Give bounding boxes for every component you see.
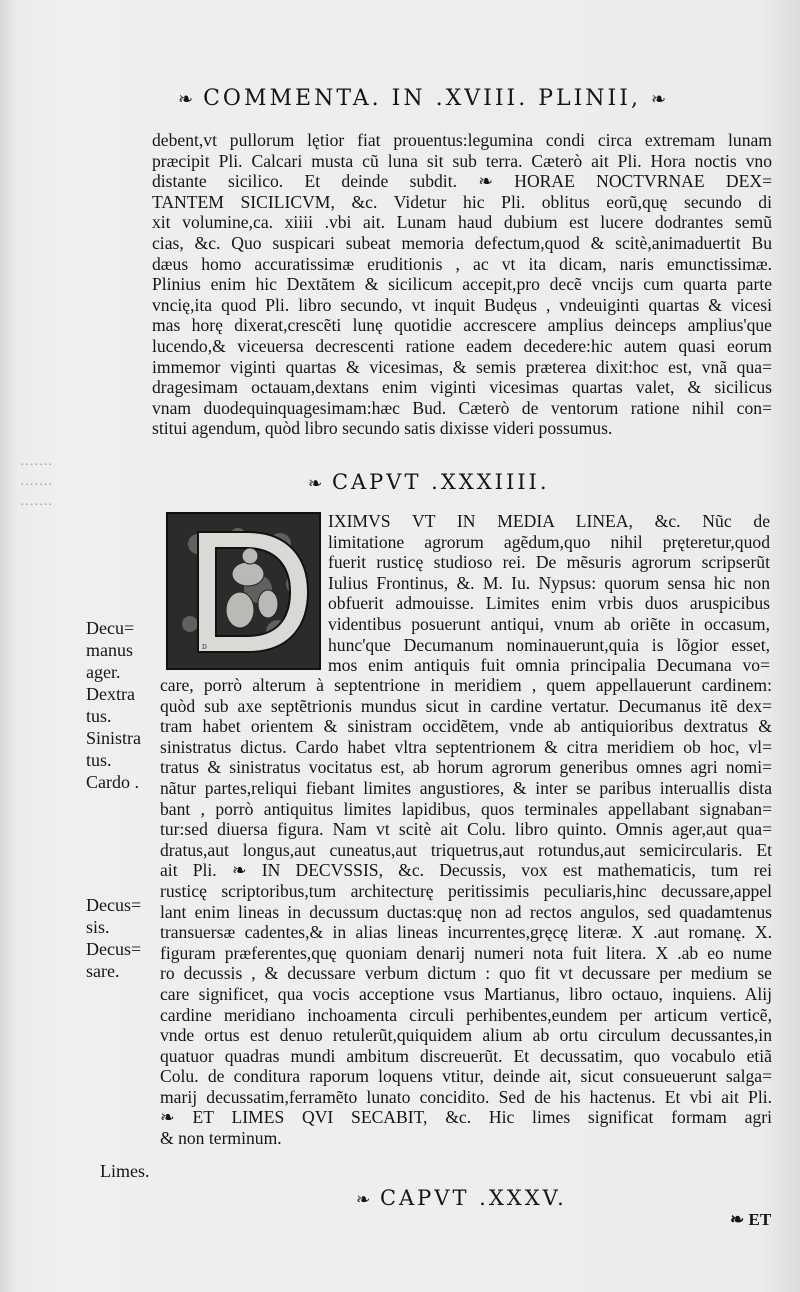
text-line: cardine meridiano inchoamenta circuli perhibentes,eundem per articum verticẽ,: [160, 1004, 772, 1025]
text-line: quòd sub axe septẽtrionis mundus sicut in cardine vertatur. Decumanus itẽ dex=: [160, 695, 772, 716]
text-line: videntibus posuerunt antiqui, vnum ab oriẽte in occasum,: [328, 613, 770, 634]
chapter-heading-35: [356, 1186, 567, 1210]
margin-note-line: Sinistra: [86, 728, 142, 748]
margin-note-line: Limes.: [100, 1161, 150, 1181]
text-line: TANTEM SICILICVM, &c. Videtur hic Pli. oblitus eorũ,quę secundo di: [152, 191, 772, 212]
text-line: nãtur partes,reliqui fiebant limites angustiores, & inter se paribus interuallis dista: [160, 777, 772, 798]
text-line: tram habet orientem & sinistram occidẽtem, vnde ab antiquioribus dextratus &: [160, 716, 772, 737]
margin-note-cardo: [86, 771, 139, 793]
text-line: rusticę scriptoribus,tum architecturę peritissimis peculiaris,hinc decussare,appel: [160, 880, 772, 901]
text-line: marij decussatim,ferramẽto lunato concidito. Sed de his hactenus. Et vbi ait Pli.: [160, 1086, 772, 1107]
text-line: tratus & sinistratus vocitatus est, ab horum agrorum generibus omnes agri nomi=: [160, 757, 772, 778]
catchword: ❧ ET: [730, 1210, 772, 1229]
text-line: dæus homo accuratissimæ eruditionis , ac vt ita dicam, naris emunctissimæ.: [152, 253, 772, 274]
text-line: transuersæ cadentes,& in alias lineas incurrentes,gręcę literæ. X .aut romanę. X.: [160, 922, 772, 943]
text-line: figuram præferentes,quę quoniam denarij numeri nota fuit litera. X .ab eo nume: [160, 942, 772, 963]
margin-note-line: Decus=: [86, 939, 142, 959]
text-line: mas horę dixerat,crescẽti lunę quotidie accrescere amplius deinceps amplius'que: [152, 315, 772, 336]
chapter-heading-34: [308, 470, 550, 494]
text-line: fuerit rusticę studioso rei. De mẽsuris agrorum scripserũt: [328, 552, 770, 573]
margin-note-line: Cardo .: [86, 772, 139, 792]
text-line: care significet, qua vocis acceptione vsus Martianus, libro octauo, inquiens. Alij: [160, 983, 772, 1004]
text-line: & non terminum.: [160, 1128, 282, 1149]
margin-note-sinistratus: [86, 727, 141, 771]
text-line: ro decussis , & decussare verbum dictum : quo fit vt decussare per medium se: [160, 963, 772, 984]
text-line: dragesimam octauam,dextans enim viginti vicesimas quartas valet, & sicilicus: [152, 377, 772, 398]
text-line: Plinius enim hic Dextătem & sicilicum accepit,pro decẽ vncijs cum quarta parte: [152, 274, 772, 295]
text-line: dratus,aut longus,aut cuneatus,aut triquetrus,aut rotundus,aut semicircularis. Et: [160, 839, 772, 860]
text-line: mos enim antiquis fuit omnia principalia Decumana vo=: [328, 655, 770, 676]
margin-note-dextratus: [86, 683, 135, 727]
margin-note-line: ager.: [86, 662, 121, 682]
text-line: Colu. de conditura raporum loquens vtitur, deinde ait, sicut consueuerunt salga=: [160, 1066, 772, 1087]
chapter-title: CAPVT .XXXIIII.: [331, 470, 550, 494]
text-line: bant , porrò antiquitus limites lapidibus, quos terminales appellabant signaban=: [160, 798, 772, 819]
text-line: distante sicilico. Et deinde subdit. ❧ HORAE NOCTVRNAE DEX=: [152, 171, 772, 192]
text-line: limitatione agrorum agẽdum,quo nihil pręteretur,quod: [328, 531, 770, 552]
header-title: COMMENTA. IN .XVIII. PLINII,: [203, 86, 641, 111]
paragraph-2-indented: [328, 511, 770, 676]
margin-note-decumanus: [86, 617, 134, 683]
text-line: præcipit Pli. Calcari musta cũ luna sit sub terra. Cæterò ait Pli. Hora noctis vno: [152, 150, 772, 171]
text-line: immemor viginti quartas & vicesimas, & semis præterea dixit:hoc est, vnã qua=: [152, 356, 772, 377]
bleed-through-decoration: ······· ······· ·······: [20, 458, 53, 513]
margin-note-decussare: [86, 938, 141, 982]
margin-note-line: Decus=: [86, 895, 142, 915]
margin-note-line: tus.: [86, 750, 112, 770]
margin-note-line: manus: [86, 640, 133, 660]
text-line: lant enim lineas in decussum ductas:quę non ad rectos angulos, sed quadamtenus: [160, 901, 772, 922]
text-line: quatuor quadras mundi ambitum discreuerũt. Et decussatim, quo vocabulo etiã: [160, 1045, 772, 1066]
paragraph-2: [160, 675, 772, 1149]
decorated-initial-letter: D: [202, 644, 207, 651]
text-line: xit volumine,ca. xiiii .vbi ait. Lunam haud dubium est lucere dodrantes semũ: [152, 212, 772, 233]
text-line: obfuerit admouisse. Limites enim vrbis duos aruspicibus: [328, 593, 770, 614]
fleuron-right-icon: ❧: [650, 89, 667, 110]
text-line: vncię,ita quod Pli. libro secundo, vt inquit Budęus , vndeuiginti quartas & vicesi: [152, 294, 772, 315]
text-line: vnde ortus est denuo retulerũt,quiquidem alium ab ortu circulum decussantes,in: [160, 1025, 772, 1046]
margin-note-line: sis.: [86, 917, 110, 937]
text-line: tur:sed diuersa figura. Nam vt scitè ait Colu. libro quinto. Omnis ager,aut qua=: [160, 819, 772, 840]
fleuron-icon: ❧: [308, 474, 323, 494]
text-line: ait Pli. ❧ IN DECVSSIS, &c. Decussis, vox est mathematicis, tum rei: [160, 860, 772, 881]
decorated-initial-d: [166, 512, 321, 670]
text-line: Iulius Frontinus, &. M. Iu. Nypsus: quorum sensa hic non: [328, 572, 770, 593]
text-line: stitui agendum, quòd libro secundo satis dixisse videri possumus.: [152, 418, 613, 439]
margin-note-line: sare.: [86, 961, 120, 981]
text-line: lucendo,& viceuersa decrescenti ratione eadem decedere:hic autem quasi eorum: [152, 335, 772, 356]
margin-note-line: tus.: [86, 706, 112, 726]
text-line: care, porrò alterum à septentrione in meridiem , quem appellauerunt cardinem:: [160, 675, 772, 695]
text-line: debent,vt pullorum lętior fiat prouentus:legumina condi circa extremam lunam: [152, 130, 772, 150]
margin-note-decussis: [86, 894, 141, 938]
margin-note-limes: [100, 1160, 150, 1182]
text-line: vnam duodequinquagesimam:hæc Bud. Cæterò de ventorum ratione nihil con=: [152, 397, 772, 418]
fleuron-icon: ❧: [356, 1190, 371, 1210]
chapter-title: CAPVT .XXXV.: [379, 1186, 567, 1210]
text-line: hunc'que Decumanum nominauerunt,quia is lõgior esset,: [328, 634, 770, 655]
paragraph-1: [152, 130, 772, 439]
margin-note-line: Decu=: [86, 618, 135, 638]
text-line: sinistratus dictus. Cardo habet vltra septentrionem & citra meridiem ob hoc, vl=: [160, 736, 772, 757]
text-line: ❧ ET LIMES QVI SECABIT, &c. Hic limes significat formam agri: [160, 1107, 772, 1128]
margin-note-line: Dextra: [86, 684, 135, 704]
fleuron-left-icon: ❧: [178, 89, 194, 110]
text-line: cias, &c. Quo suspicari subeat memoria defectum,quod & scitè,animaduertit Bu: [152, 232, 772, 253]
text-line: IXIMVS VT IN MEDIA LINEA, &c. Nũc de: [328, 511, 770, 531]
decorated-initial-artwork: [168, 514, 319, 668]
running-header: [178, 86, 768, 111]
